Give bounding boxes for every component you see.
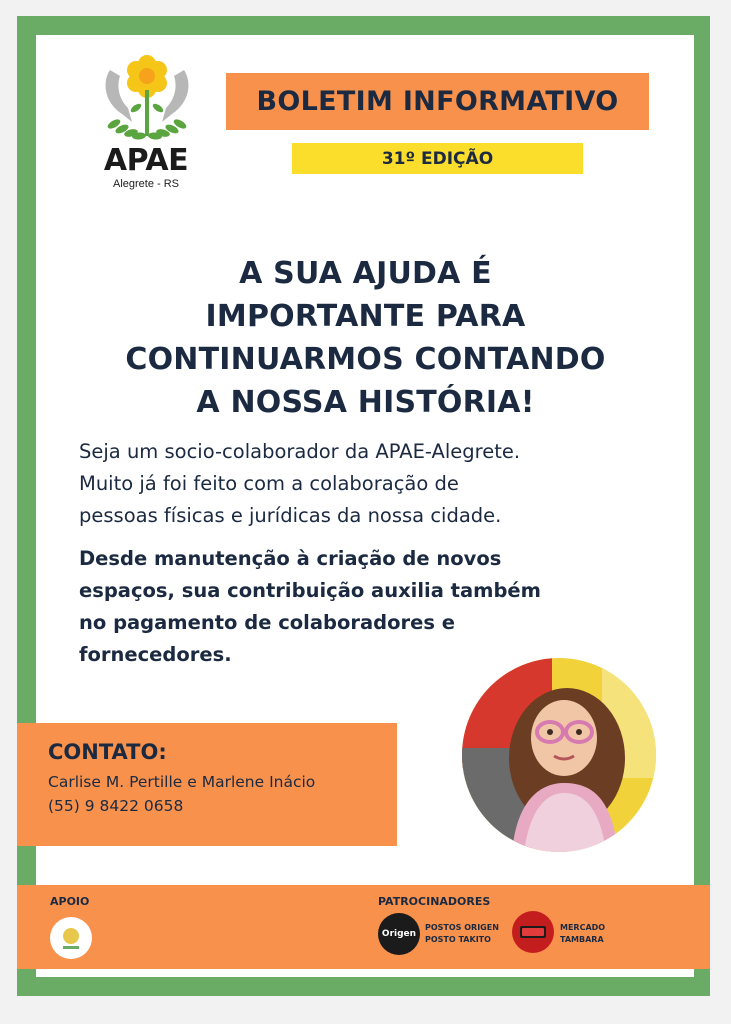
patrocinadores-label: PATROCINADORES xyxy=(378,895,491,908)
logo-city: Alegrete - RS xyxy=(112,178,180,190)
apoio-label: APOIO xyxy=(50,895,90,908)
paragraph-line: Desde manutenção à criação de novos xyxy=(79,547,502,570)
edition-label: 31º EDIÇÃO xyxy=(381,148,494,169)
bulletin-title: BOLETIM INFORMATIVO xyxy=(256,86,619,117)
origen-logo-icon xyxy=(378,913,420,955)
bulletin-title-box xyxy=(226,73,649,130)
sponsor-line: TAMBARA xyxy=(560,935,604,944)
paragraph-line: fornecedores. xyxy=(79,643,232,666)
edition-box xyxy=(292,143,583,174)
sponsor-line: POSTOS ORIGEN xyxy=(425,923,499,932)
paragraph-line: no pagamento de colaboradores e xyxy=(79,611,455,634)
contact-box xyxy=(17,723,397,846)
footer-band xyxy=(17,885,710,969)
sponsor-line: MERCADO xyxy=(560,923,606,932)
headline-line: A NOSSA HISTÓRIA! xyxy=(196,385,535,420)
contact-title: CONTATO: xyxy=(48,740,167,764)
sponsor-line: POSTO TAKITO xyxy=(425,935,491,944)
contribution-paragraph xyxy=(79,543,679,671)
sponsor-origen xyxy=(425,922,499,946)
paragraph-line: pessoas físicas e jurídicas da nossa cidade. xyxy=(79,504,502,527)
headline-line: IMPORTANTE PARA xyxy=(205,299,526,334)
contact-names: Carlise M. Pertille e Marlene Inácio xyxy=(48,773,316,791)
logo-name: APAE xyxy=(103,143,189,178)
tambara-logo-icon xyxy=(512,911,554,953)
headline-line: A SUA AJUDA É xyxy=(239,256,492,291)
paragraph-line: Muito já foi feito com a colaboração de xyxy=(79,472,459,495)
origen-logo-text: Origen xyxy=(381,929,417,939)
child-photo xyxy=(462,658,656,852)
headline-line: CONTINUARMOS CONTANDO xyxy=(125,342,606,377)
headline xyxy=(60,252,671,424)
apoio-logo-icon xyxy=(50,917,92,959)
intro-paragraph xyxy=(79,436,679,532)
sponsor-tambara xyxy=(560,922,605,946)
contact-phone[interactable]: (55) 9 8422 0658 xyxy=(48,797,184,815)
paragraph-line: espaços, sua contribuição auxilia também xyxy=(79,579,541,602)
paragraph-line: Seja um socio-colaborador da APAE-Alegrete. xyxy=(79,440,521,463)
